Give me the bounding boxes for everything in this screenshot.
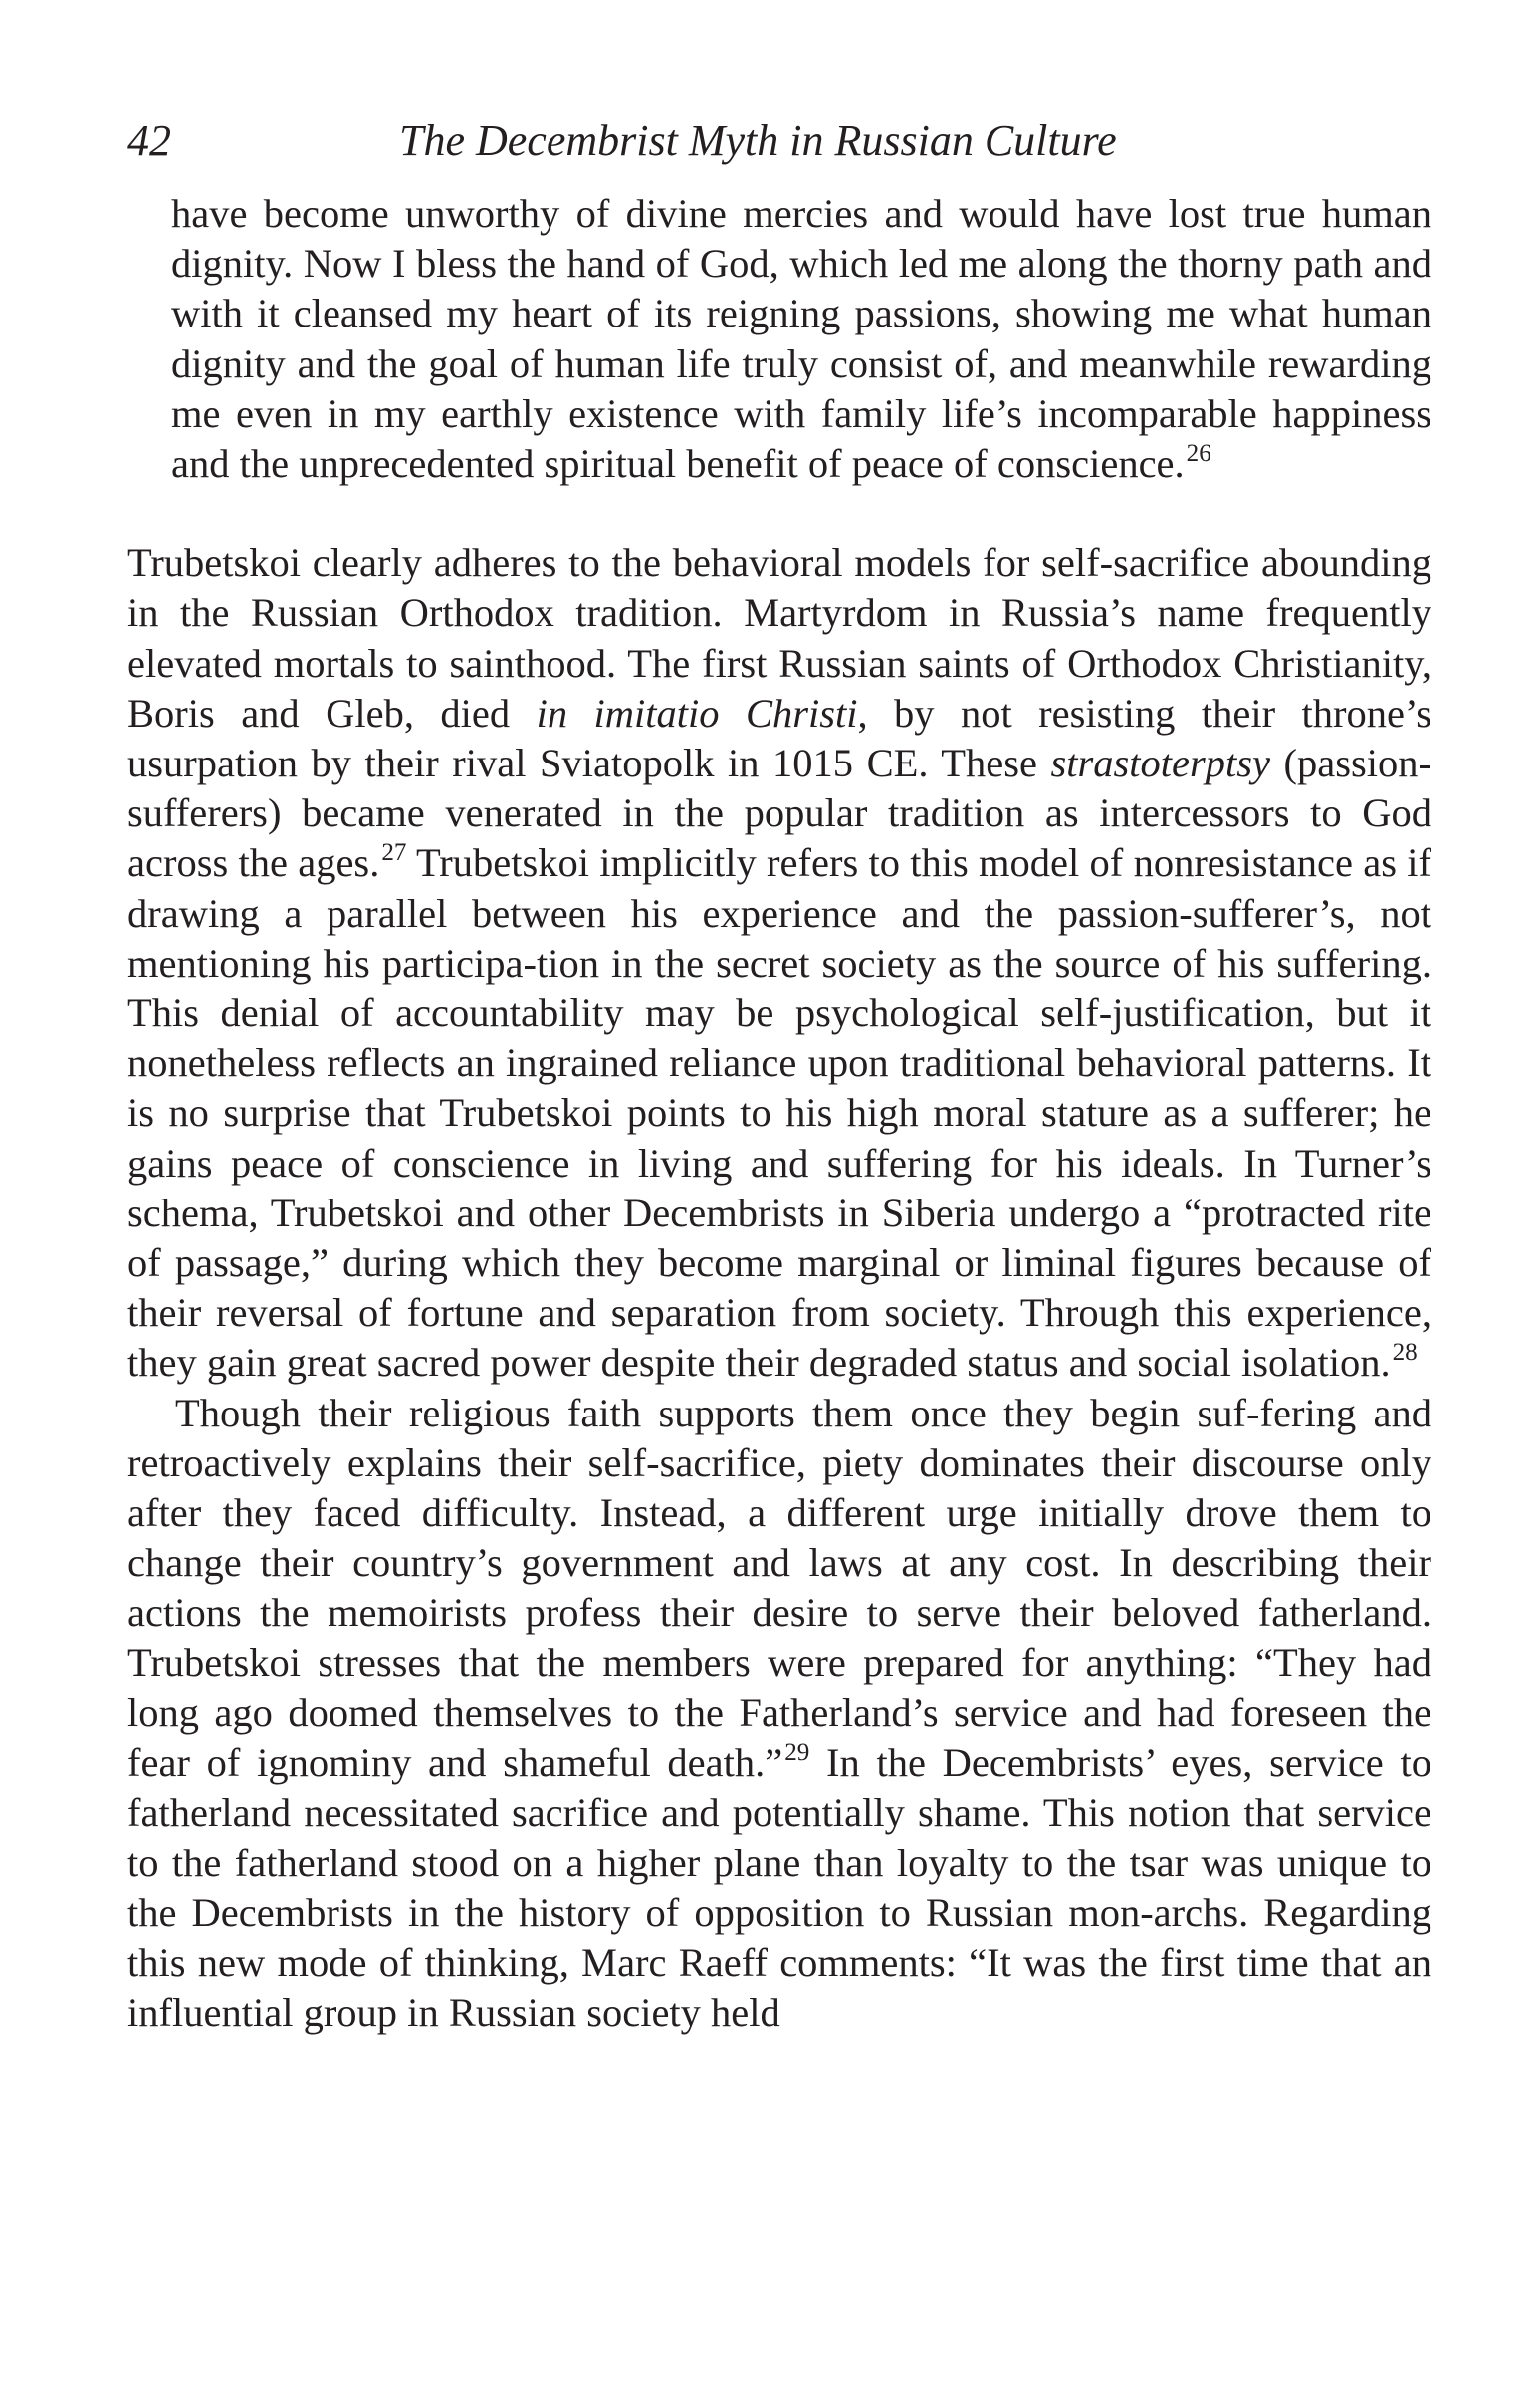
paragraph-text: Trubetskoi clearly adheres to the behavioral models for self-sacrifice abounding in the Russian Orthodox tradition. Martyrdom in Russia’s name frequently elevated mortals to sainthood. The first Russian saints of Orthodox Christianity, Boris and Gleb, died	[127, 541, 1431, 736]
italic-term: strastoterptsy	[1050, 741, 1270, 786]
paragraph-trubetskoi-models	[127, 539, 1431, 1388]
running-head	[127, 111, 1431, 171]
footnote-ref-29: 29	[784, 1738, 810, 1766]
paragraph-text: (passion-sufferers) became venerated in the popular tradition as intercessors to God across the ages.	[127, 741, 1431, 886]
footnote-ref-28: 28	[1392, 1339, 1418, 1367]
paragraph-text: Though their religious faith supports them once they begin suf-fering and retroactively explains their self-sacrifice, piety dominates their discourse only after they faced difficulty. Instead, a different urge initially drove them to change their country’s government and laws at any cost. In describing their actions the memoirists profess their desire to serve their beloved fatherland. Trubetskoi stresses that the members were prepared for anything: “They had long ago doomed themselves to the Fatherland’s service and had foreseen the fear of ignominy and shameful death.”	[127, 1390, 1431, 1786]
block-quote-text: have become unworthy of divine mercies and would have lost true human dignity. Now I bless the hand of God, which led me along the thorny path and with it cleansed my heart of its reigning passions, showing me what human dignity and the goal of human life truly consist of, and meanwhile rewarding me even in my earthly existence with family life’s incomparable happiness and the unprecedented spiritual benefit of peace of conscience.	[171, 191, 1431, 487]
footnote-ref-27: 27	[381, 839, 407, 867]
block-quote-paragraph	[171, 189, 1431, 489]
book-title: The Decembrist Myth in Russian Culture	[399, 116, 1117, 165]
page-number: 42	[127, 116, 171, 165]
italic-phrase: in imitatio Christi	[536, 690, 858, 736]
body-text	[127, 189, 1431, 2038]
paragraph-text: Trubetskoi implicitly refers to this model of nonresistance as if drawing a parallel between his experience and the passion-sufferer’s, not mentioning his participa-tion in the secret society as the source of his suffering. This denial of accountability may be psychological self-justification, but it nonetheless reflects an ingrained reliance upon traditional behavioral patterns. It is no surprise that Trubetskoi points to his high moral stature as a sufferer; he gains peace of conscience in living and suffering for his ideals. In Turner’s schema, Trubetskoi and other Decembrists in Siberia undergo a “protracted rite of passage,” during which they become marginal or liminal figures because of their reversal of fortune and separation from society. Through this experience, they gain great sacred power despite their degraded status and social isolation.	[127, 840, 1431, 1386]
block-quote	[127, 189, 1431, 489]
paragraph-text: In the Decembrists’ eyes, service to fatherland necessitated sacrifice and potentially shame. This notion that service to the fatherland stood on a higher plane than loyalty to the tsar was unique to the Decembrists in the history of opposition to Russian mon-archs. Regarding this new mode of thinking, Marc Raeff comments: “It was the first time that an influential group in Russian society held	[127, 1740, 1432, 2036]
footnote-ref-26: 26	[1186, 439, 1211, 467]
paragraph-religious-faith	[127, 1389, 1431, 2039]
paragraph-text: , by not resisting their throne’s usurpation by their rival Sviatopolk in 1015 CE. These	[127, 690, 1431, 786]
